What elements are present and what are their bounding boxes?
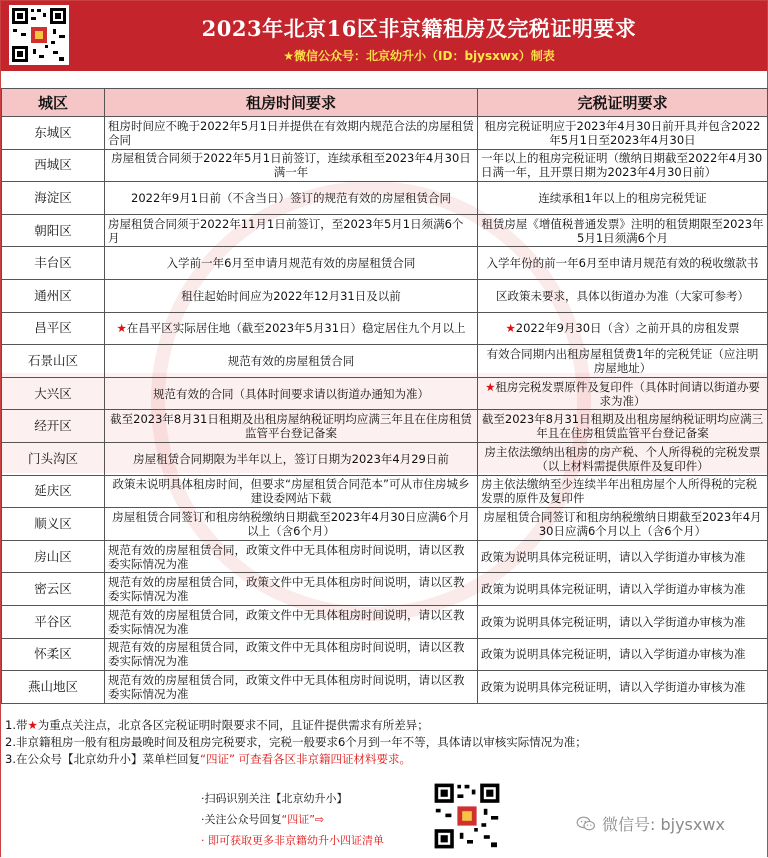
table-row (2, 442, 768, 475)
rent-cell: 租房时间应不晚于2022年5月1日并提供在有效期内规范合法的房屋租赁合同 (105, 117, 478, 150)
tax-cell (478, 377, 768, 410)
rent-cell: 规范有效的房屋租赁合同，政策文件中无具体租房时间说明，请以区教委实际情况为准 (105, 605, 478, 638)
tax-cell: 政策为说明具体完税证明，请以入学街道办审核为准 (478, 638, 768, 671)
district-cell: 顺义区 (2, 508, 105, 541)
table-row (2, 671, 768, 704)
district-cell: 西城区 (2, 149, 105, 182)
tax-cell: 政策为说明具体完税证明，请以入学街道办审核为准 (478, 573, 768, 606)
table-row (2, 279, 768, 312)
rent-cell: 房屋租赁合同须于2022年11月1日前签订，至2023年5月1日须满6个月 (105, 214, 478, 247)
district-cell: 大兴区 (2, 377, 105, 410)
district-cell: 朝阳区 (2, 214, 105, 247)
star-icon: ★ (505, 321, 516, 336)
district-cell: 门头沟区 (2, 442, 105, 475)
table-row (2, 377, 768, 410)
district-cell: 燕山地区 (2, 671, 105, 704)
tax-cell: 租房完税证明应于2023年4月30日前开具并包含2022年5月1日至2023年4月30日 (478, 117, 768, 150)
tax-text: 2022年9月30日（含）之前开具的房租发票 (515, 321, 740, 336)
rent-cell: 房屋租赁合同签订和租房纳税缴纳日期截至2023年4月30日应满6个月以上（含6个月） (105, 508, 478, 541)
star-icon: ★ (485, 379, 496, 394)
tax-cell: 区政策未要求，具体以街道办为准（大家可参考） (478, 279, 768, 312)
district-cell: 丰台区 (2, 247, 105, 280)
tax-cell: 连续承租1年以上的租房完税凭证 (478, 182, 768, 215)
rent-cell: 规范有效的房屋租赁合同，政策文件中无具体租房时间说明，请以区教委实际情况为准 (105, 540, 478, 573)
column-header-tax: 完税证明要求 (478, 89, 768, 117)
wechat-icon (576, 816, 596, 832)
table-row (2, 540, 768, 573)
district-cell: 石景山区 (2, 345, 105, 378)
district-cell: 经开区 (2, 410, 105, 443)
district-cell: 密云区 (2, 573, 105, 606)
notes-section (5, 717, 761, 768)
header-banner (1, 1, 767, 71)
tax-text: 租房完税发票原件及复印件（具体时间请以街道办要求为准） (495, 379, 760, 408)
rent-cell: 截至2023年8月31日租期及出租房屋纳税证明均应满三年且在住房租赁监管平台登记备案 (105, 410, 478, 443)
district-cell: 东城区 (2, 117, 105, 150)
tax-cell: 入学年份的前一年6月至申请月规范有效的税收缴款书 (478, 247, 768, 280)
table-row (2, 182, 768, 215)
footer-line-checklist: · 即可获取更多非京籍幼升小四证清单 (201, 834, 384, 847)
table-row (2, 345, 768, 378)
note-1-prefix: 1.带 (5, 718, 28, 732)
rent-cell (105, 312, 478, 345)
star-icon: ★ (27, 718, 38, 732)
district-cell: 平谷区 (2, 605, 105, 638)
tax-cell: 政策为说明具体完税证明，请以入学街道办审核为准 (478, 671, 768, 704)
footer-reply-text: ·关注公众号回复 (201, 813, 282, 826)
table-row (2, 149, 768, 182)
table-row (2, 117, 768, 150)
page-title: 2023年北京16区非京籍租房及完税证明要求 (201, 16, 637, 41)
rent-cell: 规范有效的房屋租赁合同，政策文件中无具体租房时间说明，请以区教委实际情况为准 (105, 638, 478, 671)
column-header-district: 城区 (2, 89, 105, 117)
table-row (2, 247, 768, 280)
table-row (2, 638, 768, 671)
district-cell: 延庆区 (2, 475, 105, 508)
rent-cell: 2022年9月1日前（不含当日）签订的规范有效的房屋租赁合同 (105, 182, 478, 215)
district-cell: 海淀区 (2, 182, 105, 215)
note-1 (5, 717, 761, 734)
note-1-text: 为重点关注点，北京各区完税证明时限要求不同，且证件提供需求有所差异； (37, 718, 429, 732)
page-subtitle: ★微信公众号：北京幼升小（ID：bjysxwx）制表 (283, 49, 555, 63)
footer-reply-keyword: “四证” (281, 813, 315, 826)
wechat-id-text: 微信号: bjysxwx (602, 815, 725, 834)
wechat-id (576, 812, 725, 835)
qr-code-image (431, 780, 503, 852)
tax-cell: 有效合同期内出租房屋租赁费1年的完税凭证（应注明房屋地址） (478, 345, 768, 378)
district-cell: 怀柔区 (2, 638, 105, 671)
rent-cell: 规范有效的房屋租赁合同，政策文件中无具体租房时间说明，请以区教委实际情况为准 (105, 573, 478, 606)
rent-cell: 租住起始时间应为2022年12月31日及以前 (105, 279, 478, 312)
tax-cell: 截至2023年8月31日租期及出租房屋纳税证明均应满三年且在住房租赁监管平台登记备案 (478, 410, 768, 443)
rent-text: 在昌平区实际居住地（截至2023年5月31日）稳定居住九个月以上 (126, 321, 466, 336)
star-icon: ★ (116, 321, 127, 336)
note-3 (5, 751, 761, 768)
table-row (2, 605, 768, 638)
district-cell: 通州区 (2, 279, 105, 312)
tax-cell: 政策为说明具体完税证明，请以入学街道办审核为准 (478, 605, 768, 638)
table-row (2, 508, 768, 541)
tax-cell: 政策为说明具体完税证明，请以入学街道办审核为准 (478, 540, 768, 573)
requirements-table (1, 88, 768, 704)
tax-cell (478, 312, 768, 345)
district-cell: 昌平区 (2, 312, 105, 345)
tax-cell: 一年以上的租房完税证明（缴纳日期截至2022年4月30日满一年，且开票日期为2023年4月30日前） (478, 149, 768, 182)
tax-cell: 房主依法缴纳出租房的房产税、个人所得税的完税发票（以上材料需提供原件及复印件） (478, 442, 768, 475)
table-row (2, 573, 768, 606)
footer (1, 778, 767, 858)
rent-cell: 房屋租赁合同期限为半年以上，签订日期为2023年4月29日前 (105, 442, 478, 475)
arrow-right-icon: ⇨ (314, 813, 325, 826)
table-row (2, 410, 768, 443)
tax-cell: 租赁房屋《增值税普通发票》注明的租赁期限至2023年5月1日须满6个月 (478, 214, 768, 247)
rent-cell: 政策未说明具体租房时间，但要求“房屋租赁合同范本”可从市住房城乡建设委网站下载 (105, 475, 478, 508)
tax-cell: 房屋租赁合同签订和租房纳税缴纳日期截至2023年4月30日应满6个月以上（含6个月） (478, 508, 768, 541)
rent-cell: 房屋租赁合同须于2022年5月1日前签订，连续承租至2023年4月30日满一年 (105, 149, 478, 182)
table-row (2, 312, 768, 345)
rent-cell: 入学前一年6月至申请月规范有效的房屋租赁合同 (105, 247, 478, 280)
rent-cell: 规范有效的房屋租赁合同 (105, 345, 478, 378)
note-3-text: 3.在公众号【北京幼升小】菜单栏回复 (5, 752, 200, 766)
note-3-highlight: “四证” 可查看各区非京籍四证材料要求。 (199, 752, 412, 766)
district-cell: 房山区 (2, 540, 105, 573)
tax-cell: 房主依法缴纳至少连续半年出租房屋个人所得税的完税发票的原件及复印件 (478, 475, 768, 508)
rent-cell: 规范有效的房屋租赁合同，政策文件中无具体租房时间说明，请以区教委实际情况为准 (105, 671, 478, 704)
footer-line-scan: ·扫码识别关注【北京幼升小】 (201, 792, 348, 805)
rent-cell: 规范有效的合同（具体时间要求请以街道办通知为准） (105, 377, 478, 410)
qr-code-image (9, 5, 69, 65)
footer-line-reply (201, 811, 324, 827)
table-row (2, 214, 768, 247)
table-row (2, 475, 768, 508)
note-2: 2.非京籍租房一般有租房最晚时间及租房完税要求，完税一般要求6个月到一年不等，具体请以审核实际情况为准； (5, 735, 587, 749)
column-header-rent: 租房时间要求 (105, 89, 478, 117)
